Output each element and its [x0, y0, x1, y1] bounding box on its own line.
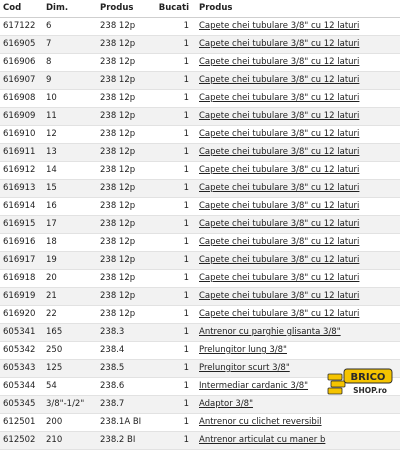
- cell-produs-code: 238.1A BI: [97, 414, 152, 432]
- cell-dim: 54: [43, 378, 97, 396]
- cell-cod: 605345: [0, 396, 43, 414]
- cell-produs-code: 238.7: [97, 396, 152, 414]
- cell-cod: 616917: [0, 252, 43, 270]
- product-link[interactable]: Capete chei tubulare 3/8" cu 12 laturi: [199, 21, 360, 31]
- cell-bucati: 1: [152, 216, 193, 234]
- cell-cod: 616915: [0, 216, 43, 234]
- cell-produs-code: 238 12p: [97, 126, 152, 144]
- table-row: [0, 36, 400, 54]
- cell-produs-description: [193, 18, 400, 36]
- cell-produs-code: 238 12p: [97, 72, 152, 90]
- cell-produs-description: [193, 108, 400, 126]
- product-link[interactable]: Adaptor 3/8": [199, 399, 253, 409]
- cell-produs-description: [193, 90, 400, 108]
- table-row: [0, 144, 400, 162]
- product-link[interactable]: Capete chei tubulare 3/8" cu 12 laturi: [199, 183, 360, 193]
- cell-dim: 18: [43, 234, 97, 252]
- cell-bucati: 1: [152, 36, 193, 54]
- cell-produs-description: [193, 72, 400, 90]
- cell-dim: 20: [43, 270, 97, 288]
- product-link[interactable]: Antrenor cu clichet reversibil: [199, 417, 322, 427]
- cell-cod: 616919: [0, 288, 43, 306]
- table-row: [0, 306, 400, 324]
- cell-bucati: 1: [152, 198, 193, 216]
- cell-produs-code: 238 12p: [97, 90, 152, 108]
- cell-dim: 11: [43, 108, 97, 126]
- table-row: [0, 126, 400, 144]
- cell-dim: 3/8"-1/2": [43, 396, 97, 414]
- cell-bucati: 1: [152, 378, 193, 396]
- product-link[interactable]: Capete chei tubulare 3/8" cu 12 laturi: [199, 93, 360, 103]
- cell-cod: 616918: [0, 270, 43, 288]
- product-link[interactable]: Capete chei tubulare 3/8" cu 12 laturi: [199, 273, 360, 283]
- table-row: [0, 108, 400, 126]
- product-link[interactable]: Capete chei tubulare 3/8" cu 12 laturi: [199, 309, 360, 319]
- cell-produs-code: 238.4: [97, 342, 152, 360]
- cell-cod: 612502: [0, 432, 43, 450]
- cell-produs-description: [193, 36, 400, 54]
- cell-produs-code: 238 12p: [97, 18, 152, 36]
- product-link[interactable]: Capete chei tubulare 3/8" cu 12 laturi: [199, 57, 360, 67]
- cell-cod: 616905: [0, 36, 43, 54]
- product-link[interactable]: Intermediar cardanic 3/8": [199, 381, 309, 391]
- cell-dim: 7: [43, 36, 97, 54]
- cell-dim: 15: [43, 180, 97, 198]
- cell-produs-description: [193, 270, 400, 288]
- product-link[interactable]: Capete chei tubulare 3/8" cu 12 laturi: [199, 147, 360, 157]
- cell-produs-description: [193, 306, 400, 324]
- cell-produs-code: 238 12p: [97, 54, 152, 72]
- product-link[interactable]: Antrenor cu parghie glisanta 3/8": [199, 327, 341, 337]
- table-row: [0, 198, 400, 216]
- cell-bucati: 1: [152, 342, 193, 360]
- cell-produs-description: [193, 324, 400, 342]
- cell-bucati: 1: [152, 288, 193, 306]
- cell-produs-description: [193, 414, 400, 432]
- cell-produs-description: [193, 198, 400, 216]
- cell-bucati: 1: [152, 108, 193, 126]
- table-row: [0, 432, 400, 450]
- table-row: [0, 414, 400, 432]
- table-row: [0, 252, 400, 270]
- table-row: [0, 162, 400, 180]
- cell-produs-description: [193, 144, 400, 162]
- cell-produs-code: 238 12p: [97, 144, 152, 162]
- cell-dim: 200: [43, 414, 97, 432]
- cell-bucati: 1: [152, 234, 193, 252]
- cell-bucati: 1: [152, 18, 193, 36]
- product-link[interactable]: Prelungitor lung 3/8": [199, 345, 287, 355]
- cell-produs-description: [193, 54, 400, 72]
- cell-produs-code: 238.6: [97, 378, 152, 396]
- table-row: [0, 72, 400, 90]
- cell-bucati: 1: [152, 396, 193, 414]
- cell-dim: 17: [43, 216, 97, 234]
- cell-dim: 19: [43, 252, 97, 270]
- cell-produs-description: [193, 126, 400, 144]
- cell-cod: 616913: [0, 180, 43, 198]
- table-header-row: [0, 0, 400, 18]
- cell-cod: 617122: [0, 18, 43, 36]
- cell-produs-code: 238 12p: [97, 36, 152, 54]
- cell-dim: 9: [43, 72, 97, 90]
- product-link[interactable]: Capete chei tubulare 3/8" cu 12 laturi: [199, 39, 360, 49]
- header-produs-code: Produs: [97, 0, 152, 18]
- cell-dim: 6: [43, 18, 97, 36]
- cell-bucati: 1: [152, 54, 193, 72]
- product-link[interactable]: Prelungitor scurt 3/8": [199, 363, 290, 373]
- cell-dim: 8: [43, 54, 97, 72]
- cell-bucati: 1: [152, 432, 193, 450]
- product-link[interactable]: Antrenor articulat cu maner b: [199, 435, 326, 445]
- product-link[interactable]: Capete chei tubulare 3/8" cu 12 laturi: [199, 201, 360, 211]
- cell-dim: 165: [43, 324, 97, 342]
- cell-dim: 125: [43, 360, 97, 378]
- cell-produs-description: [193, 180, 400, 198]
- cell-produs-description: [193, 162, 400, 180]
- table-row: [0, 396, 400, 414]
- logo-text-shop: SHOP.ro: [353, 386, 387, 395]
- header-dim: Dim.: [43, 0, 97, 18]
- cell-cod: 612501: [0, 414, 43, 432]
- cell-produs-description: [193, 396, 400, 414]
- product-link[interactable]: Capete chei tubulare 3/8" cu 12 laturi: [199, 165, 360, 175]
- cell-produs-description: [193, 342, 400, 360]
- table-row: [0, 216, 400, 234]
- cell-produs-description: [193, 252, 400, 270]
- cell-produs-code: 238 12p: [97, 180, 152, 198]
- table-row: [0, 54, 400, 72]
- table-row: [0, 234, 400, 252]
- cell-bucati: 1: [152, 180, 193, 198]
- cell-bucati: 1: [152, 144, 193, 162]
- brick-wall-icon: [328, 374, 345, 394]
- cell-produs-code: 238 12p: [97, 234, 152, 252]
- table-row: [0, 288, 400, 306]
- cell-bucati: 1: [152, 162, 193, 180]
- cell-bucati: 1: [152, 414, 193, 432]
- cell-dim: 10: [43, 90, 97, 108]
- cell-produs-description: [193, 432, 400, 450]
- logo-text-brico: BRICO: [350, 372, 386, 383]
- cell-cod: 616908: [0, 90, 43, 108]
- cell-bucati: 1: [152, 324, 193, 342]
- cell-cod: 616909: [0, 108, 43, 126]
- cell-bucati: 1: [152, 72, 193, 90]
- cell-produs-code: 238 12p: [97, 198, 152, 216]
- cell-produs-code: 238 12p: [97, 252, 152, 270]
- cell-produs-code: 238 12p: [97, 216, 152, 234]
- cell-cod: 616906: [0, 54, 43, 72]
- cell-produs-code: 238 12p: [97, 288, 152, 306]
- cell-cod: 605341: [0, 324, 43, 342]
- table-row: [0, 324, 400, 342]
- cell-produs-code: 238.2 BI: [97, 432, 152, 450]
- cell-produs-code: 238.5: [97, 360, 152, 378]
- header-cod: Cod: [0, 0, 43, 18]
- cell-dim: 16: [43, 198, 97, 216]
- cell-bucati: 1: [152, 270, 193, 288]
- product-link[interactable]: Capete chei tubulare 3/8" cu 12 laturi: [199, 111, 360, 121]
- cell-dim: 13: [43, 144, 97, 162]
- product-link[interactable]: Capete chei tubulare 3/8" cu 12 laturi: [199, 75, 360, 85]
- cell-produs-code: 238.3: [97, 324, 152, 342]
- cell-cod: 616910: [0, 126, 43, 144]
- product-link[interactable]: Capete chei tubulare 3/8" cu 12 laturi: [199, 237, 360, 247]
- cell-cod: 616914: [0, 198, 43, 216]
- cell-bucati: 1: [152, 126, 193, 144]
- cell-bucati: 1: [152, 252, 193, 270]
- table-row: [0, 342, 400, 360]
- cell-dim: 210: [43, 432, 97, 450]
- cell-bucati: 1: [152, 90, 193, 108]
- table-row: [0, 270, 400, 288]
- product-link[interactable]: Capete chei tubulare 3/8" cu 12 laturi: [199, 219, 360, 229]
- cell-cod: 616916: [0, 234, 43, 252]
- product-link[interactable]: Capete chei tubulare 3/8" cu 12 laturi: [199, 255, 360, 265]
- cell-produs-code: 238 12p: [97, 162, 152, 180]
- cell-bucati: 1: [152, 306, 193, 324]
- cell-cod: 616911: [0, 144, 43, 162]
- cell-dim: 21: [43, 288, 97, 306]
- cell-cod: 605343: [0, 360, 43, 378]
- table-row: [0, 90, 400, 108]
- cell-dim: 12: [43, 126, 97, 144]
- cell-produs-code: 238 12p: [97, 270, 152, 288]
- product-link[interactable]: Capete chei tubulare 3/8" cu 12 laturi: [199, 129, 360, 139]
- cell-produs-code: 238 12p: [97, 108, 152, 126]
- cell-produs-description: [193, 216, 400, 234]
- table-row: [0, 18, 400, 36]
- cell-produs-code: 238 12p: [97, 306, 152, 324]
- header-bucati: Bucati: [152, 0, 193, 18]
- cell-bucati: 1: [152, 360, 193, 378]
- cell-produs-description: [193, 234, 400, 252]
- cell-cod: 616907: [0, 72, 43, 90]
- cell-cod: 605342: [0, 342, 43, 360]
- cell-dim: 22: [43, 306, 97, 324]
- cell-produs-description: [193, 288, 400, 306]
- cell-dim: 14: [43, 162, 97, 180]
- product-link[interactable]: Capete chei tubulare 3/8" cu 12 laturi: [199, 291, 360, 301]
- cell-cod: 616912: [0, 162, 43, 180]
- cell-dim: 250: [43, 342, 97, 360]
- table-row: [0, 180, 400, 198]
- cell-cod: 616920: [0, 306, 43, 324]
- header-produs-description: Produs: [193, 0, 400, 18]
- cell-cod: 605344: [0, 378, 43, 396]
- bricoshop-logo: [326, 364, 394, 398]
